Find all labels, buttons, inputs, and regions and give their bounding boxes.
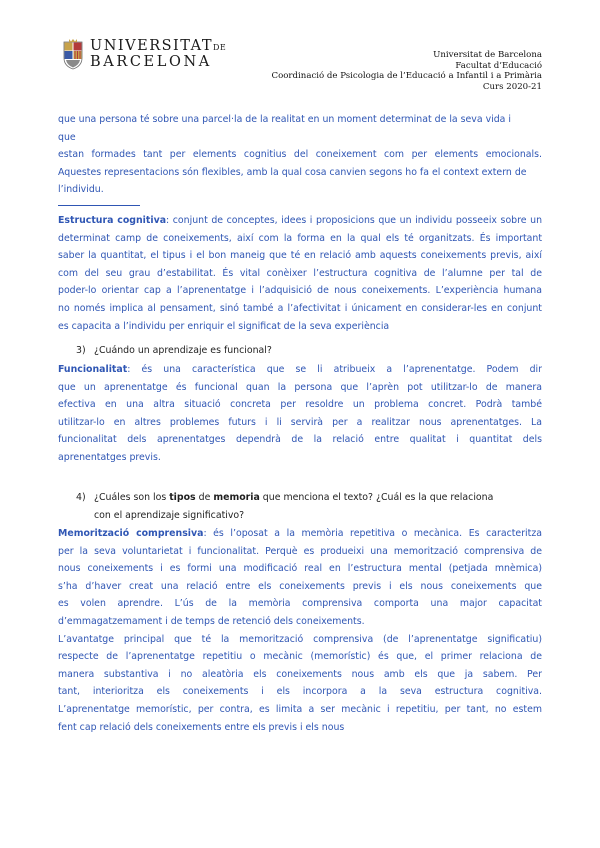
university-logo [62, 38, 226, 70]
funcionalitat-paragraph [58, 361, 542, 467]
text-line: manera substantiva i no aleatòria els coneixements nous amb els que ja sabem. Per [58, 668, 542, 680]
question-number: 3) [76, 345, 86, 356]
term-funcionalitat: Funcionalitat [58, 364, 128, 375]
text-line: aprenentatges previs. [58, 451, 161, 463]
question-text: ¿Cuándo un aprendizaje es funcional? [94, 345, 272, 356]
text-line: com del seu grau d’estabilitat. És vital conèixer l’estructura cognitiva de l’alumne per tal de [58, 267, 542, 279]
text-line: nous coneixements i es formi una modificació real en l’estructura mental (petjada mnèmica) [58, 563, 542, 575]
text-line: que [58, 131, 76, 143]
text-line: no només implica al pensament, sinó també a l’afectivitat i únicament en considerar-les en conjunt [58, 302, 542, 314]
question-bold-tipos: tipos [169, 492, 196, 503]
text-line: s’ha d’haver creat una relació entre els coneixements previs i els nous coneixements que [58, 580, 542, 592]
header-info-line: Coordinació de Psicologia de l’Educació a Infantil i a Primària [271, 71, 542, 82]
text-line: respecte de l’aprenentatge repetitiu o mecànic (memorístic) és que, el primer relaciona de [58, 651, 542, 663]
question-text: de [195, 492, 214, 503]
text-line: fent cap relació dels coneixements entre els previs i els nous [58, 721, 345, 733]
term-estructura: Estructura cognitiva [58, 215, 167, 226]
header-info-line: Curs 2020-21 [482, 81, 542, 92]
text-line: poder-lo orientar cap a l’aprenentatge i l’adquisició de nous coneixements. L’experiència humana [58, 285, 542, 297]
text-line: L’avantatge principal que té la memorització comprensiva (de l’aprenentatge significatiu) [58, 633, 542, 645]
text-line: que un aprenentatge és funcional quan la persona que l’aprèn pot utilitzar-lo de manera [58, 381, 542, 393]
text-line: es volen aprendre. L’ús de la memòria comprensiva comporta una major capacitat [58, 598, 542, 610]
text-line: l’individu. [58, 184, 104, 196]
text-line: determinat camp de coneixements, així com la forma en la qual els té organitzats. És important [58, 232, 542, 244]
university-crest-icon [62, 38, 84, 70]
intro-paragraph [58, 111, 542, 199]
question-number: 4) [76, 492, 86, 503]
header-info-line: Universitat de Barcelona [433, 50, 542, 60]
question-3 [76, 342, 272, 360]
university-name-suffix: DE [213, 42, 227, 52]
question-4 [76, 489, 542, 524]
text-line: per la seva voluntarietat i funcionalitat. Perquè es produeixi una memorització comprensiva de [58, 545, 542, 557]
text-line: : és una característica que se li atribueix a l’aprenentatge. Podem dir [127, 364, 542, 375]
text-line: que una persona té sobre una parcel·la de la realitat en un moment determinat de la seva vida i [58, 114, 512, 125]
term-memoritzacio: Memorització comprensiva [58, 528, 204, 539]
text-line: tant, interioritza els coneixements i els incorpora a la seva estructura cognitiva. [58, 686, 542, 698]
university-name-line1: UNIVERSITAT [90, 37, 213, 54]
text-line: utilitzar-lo en altres problemes futurs i li servirà per a realitzar nous aprenentatges. La [58, 416, 542, 428]
text-line: L’aprenentatge memorístic, per contra, es limita a ser mecànic i repetitiu, per tant, no estem [58, 703, 542, 715]
question-text: ¿Cuáles son los [94, 492, 170, 503]
memoritzacio-paragraph [58, 525, 542, 736]
question-bold-memoria: memoria [213, 492, 260, 503]
text-line: d’emmagatzemament i de temps de retenció dels coneixements. [58, 615, 365, 627]
university-name-line2: BARCELONA [90, 54, 212, 70]
text-line: efectiva en una altra situació concreta per resoldre un problema concret. Podrà també [58, 399, 542, 411]
separator-line [58, 205, 140, 206]
text-line: : és l’oposat a la memòria repetitiva o mecànica. Es caracteritza [203, 528, 542, 539]
header-info-line: Facultat d’Educació [455, 60, 542, 71]
text-line: saber la quantitat, el tipus i el bon maneig que té en relació amb aquests coneixements previs, així [58, 250, 542, 262]
question-text: con el aprendizaje significativo? [94, 509, 245, 521]
header-info [272, 50, 543, 92]
text-line: es capacita a l’individu per enriquir el significat de la seva experiència [58, 320, 390, 332]
text-line: Aquestes representacions són flexibles, amb la qual cosa canvien segons ho fa el context extern de [58, 166, 527, 178]
text-line: funcionalitat dels aprenentatges dependrà de la relació entre qualitat i quantitat dels [58, 434, 542, 446]
text-line: estan formades tant per elements cognitius del coneixement com per elements emocionals. [58, 149, 542, 161]
text-line: : conjunt de conceptes, idees i proposicions que un individu posseeix sobre un [166, 215, 543, 226]
estructura-paragraph [58, 212, 542, 335]
question-text: que menciona el texto? ¿Cuál es la que relaciona [259, 492, 494, 503]
